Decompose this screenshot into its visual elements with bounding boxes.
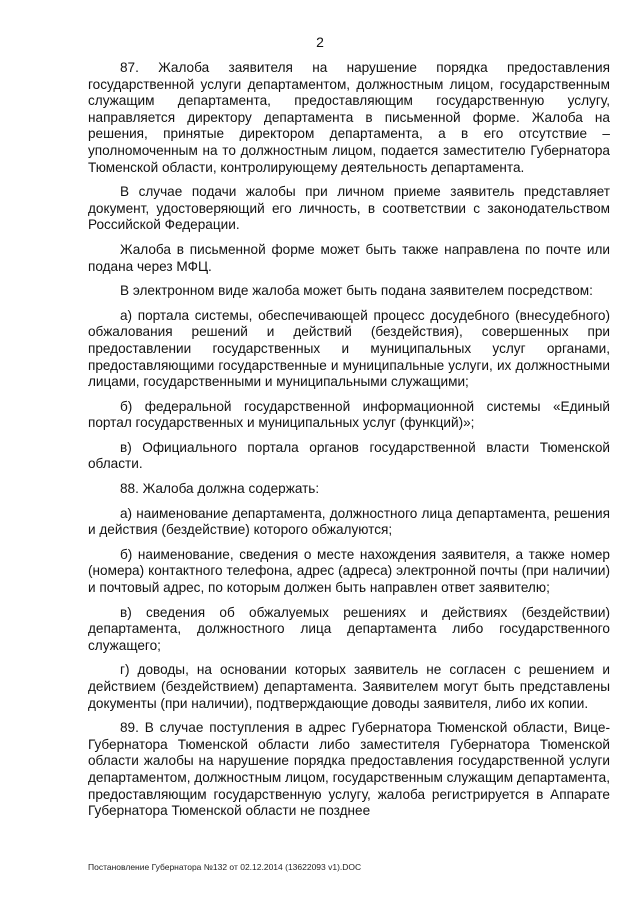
list-item-v-official-portal: в) Официального портала органов государственной власти Тюменской области. — [88, 439, 610, 472]
paragraph-88: 88. Жалоба должна содержать: — [120, 481, 320, 497]
paragraph-personal-reception: В случае подачи жалобы при личном приеме заявитель представляет документ, удостоверяющий его личность, в соответствии с законодательством Российской Федерации. — [88, 184, 610, 233]
footer-document-reference: Постановление Губернатора №132 от 02.12.2014 (13622093 v1).DOC — [88, 862, 362, 872]
paragraph-electronic-form: В электронном виде жалоба может быть подана заявителем посредством: — [120, 283, 593, 299]
page-number: 2 — [316, 34, 324, 50]
list-item-a-department-name: а) наименование департамента, должностного лица департамента, решения и действия (бездействие) которого обжалуются; — [88, 505, 610, 538]
paragraph-87: 87. Жалоба заявителя на нарушение порядка предоставления государственной услуги департаментом, должностным лицом, государственным служащим департамента, предоставляющим государственную услугу, направляется директору департамента в письменной форме. Жалоба на решения, принятые директором департамента, а в его отсутствие – уполномоченным на то должностным лицом, подается заместителю Губернатора Тюменской области, контролирующему деятельность департамента. — [88, 60, 610, 175]
paragraph-89: 89. В случае поступления в адрес Губернатора Тюменской области, Вице-Губернатора Тюменской области либо заместителя Губернатора Тюменской области жалобы на нарушение порядка предоставления государственной услуги департаментом, должностным лицом, государственным служащим департамента, предоставляющим государственную услугу, жалоба регистрируется в Аппарате Губернатора Тюменской области не позднее — [88, 720, 610, 819]
list-item-a-portal: а) портала системы, обеспечивающей процесс досудебного (внесудебного) обжалования решений и действий (бездействия), совершенных при предоставлении государственных и муниципальных услуг органами, предоставляющими государственные и муниципальные услуги, их должностными лицами, государственными и муниципальными служащими; — [88, 307, 610, 390]
list-item-b-applicant-info: б) наименование, сведения о месте нахождения заявителя, а также номер (номера) контактного телефона, адрес (адреса) электронной почты (при наличии) и почтовый адрес, по которым должен быть направлен ответ заявителю; — [88, 546, 610, 596]
document-body — [88, 60, 610, 828]
paragraph-written-form: Жалоба в письменной форме может быть также направлена по почте или подана через МФЦ. — [88, 241, 610, 274]
list-item-v-appealed-decisions: в) сведения об обжалуемых решениях и действиях (бездействии) департамента, должностного лица департамента либо государственного служащего; — [88, 604, 610, 653]
list-item-g-arguments: г) доводы, на основании которых заявитель не согласен с решением и действием (бездействием) департамента. Заявителем могут быть представлены документы (при наличии), подтверждающие доводы заявителя, либо их копии. — [88, 662, 610, 711]
list-item-b-federal-system: б) федеральной государственной информационной системы «Единый портал государственных и муниципальных услуг (функций)»; — [88, 398, 610, 431]
